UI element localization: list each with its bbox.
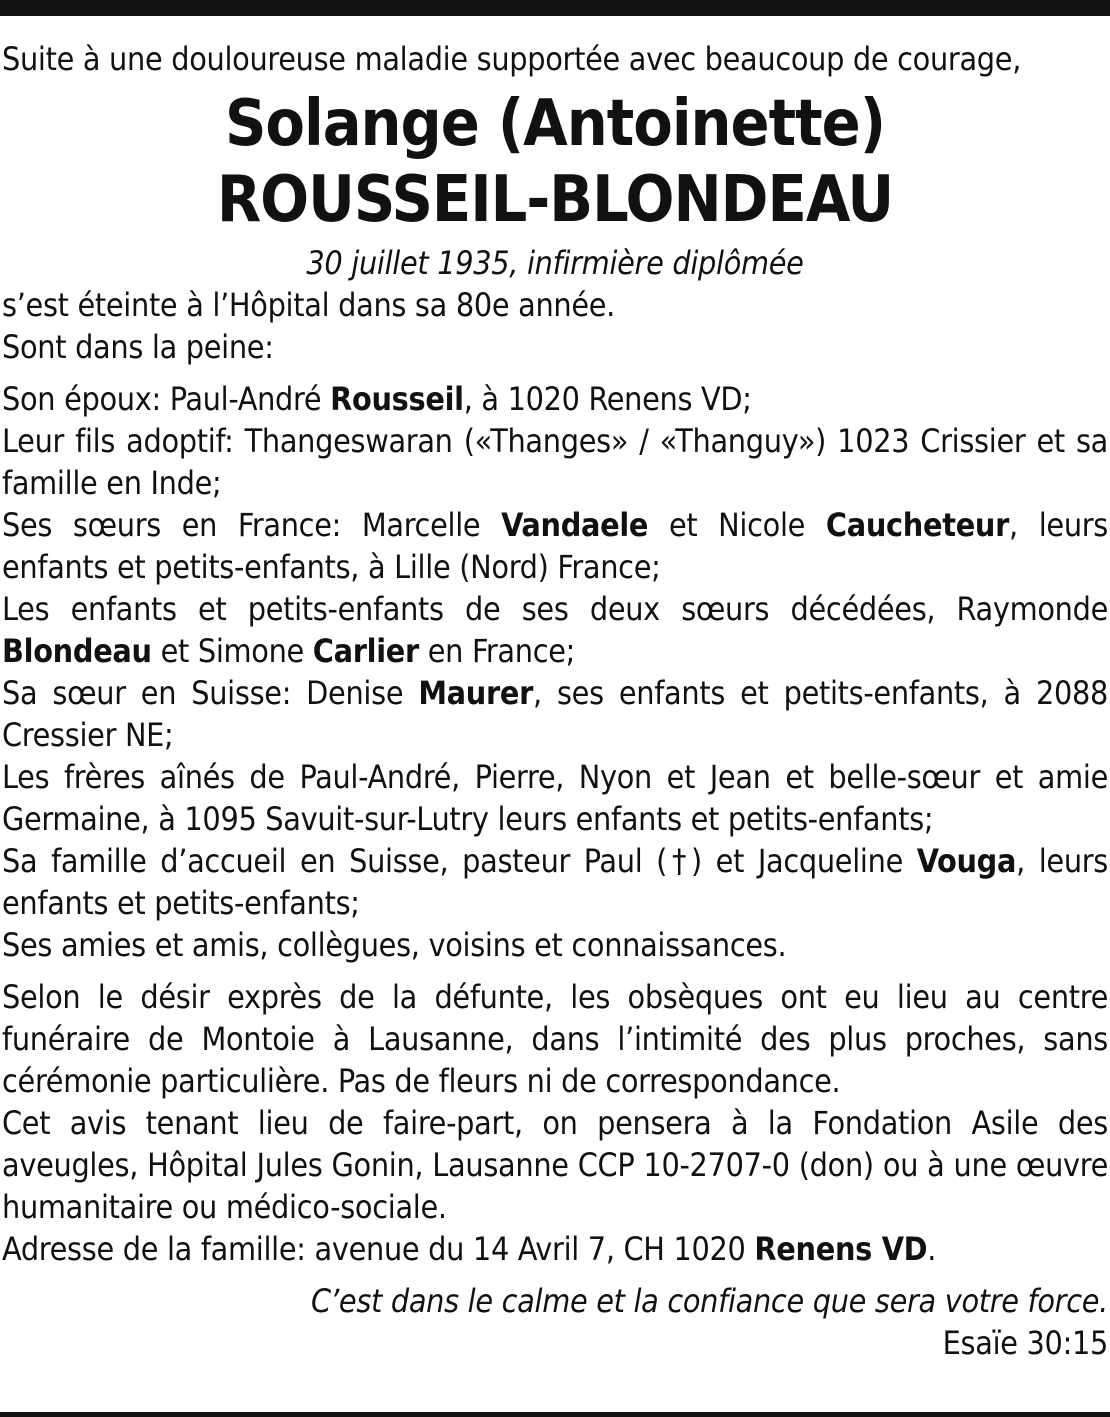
mourner-brothers: Les frères aînés de Paul-André, Pierre, Nyon et Jean et belle-sœur et amie Germaine, à 1095 Savuit-sur-Lutry leurs enfants et petits-enfants; [2,758,1108,838]
mourner-deceased-sisters [2,588,1108,672]
text: , à 1020 Renens VD; [463,380,752,418]
surname: Vandaele [501,506,649,544]
bottom-rule [0,1412,1110,1417]
text: , ses enfants et petits-enfants, à 2088 Cressier NE; [2,674,1108,754]
mourner-sister-swiss [2,672,1108,756]
city: Renens VD [754,1230,928,1268]
mourner-spouse [2,378,1108,420]
top-rule [0,0,1110,16]
surname: Carlier [312,632,419,670]
funeral-section [2,976,1108,1270]
bible-quote: C’est dans le calme et la confiance que sera votre force. [310,1282,1108,1320]
mourner-host-family [2,840,1108,924]
text: Les enfants et petits-enfants de ses deux sœurs décédées, Raymonde [2,590,1108,628]
birth-line: 30 juillet 1935, infirmière diplômée [306,244,804,282]
text: Sa famille d’accueil en Suisse, pasteur Paul (†) et Jacqueline [2,842,917,880]
text: . [927,1230,937,1268]
text: Sa sœur en Suisse: Denise [2,674,419,712]
surname: Maurer [418,674,534,712]
surname: Vouga [916,842,1017,880]
text: , leurs enfants et petits-enfants, à Lille (Nord) France; [2,506,1108,586]
donation-text: Cet avis tenant lieu de faire-part, on pensera à la Fondation Asile des aveugles, Hôpital Jules Gonin, Lausanne CCP 10-2707-0 (don) ou à une œuvre humanitaire ou médico-sociale. [2,1104,1108,1226]
text: Son époux: Paul-André [2,380,331,418]
mourner-friends: Ses amies et amis, collègues, voisins et connaissances. [2,926,787,964]
surname: Rousseil [330,380,464,418]
name-line-1: Solange (Antoinette) [224,87,886,161]
name-line-2: ROUSSEIL-BLONDEAU [216,163,894,237]
mourners-intro: Sont dans la peine: [2,328,274,366]
intro-line: Suite à une douloureuse maladie supportée avec beaucoup de courage, [2,40,1022,78]
family-address [2,1228,1108,1270]
text: Ses sœurs en France: Marcelle [2,506,502,544]
death-line: s’est éteinte à l’Hôpital dans sa 80e année. [2,286,616,324]
obituary-notice [2,38,1108,1364]
text: et Nicole [648,506,826,544]
deceased-name [2,86,1108,238]
mourner-son: Leur fils adoptif: Thangeswaran («Thanges» / «Thanguy») 1023 Crissier et sa famille en Inde; [2,422,1108,502]
text: et Simone [151,632,313,670]
text: Adresse de la famille: avenue du 14 Avril 7, CH 1020 [2,1230,755,1268]
mourner-sisters-france [2,504,1108,588]
funeral-text: Selon le désir exprès de la défunte, les obsèques ont eu lieu au centre funéraire de Montoie à Lausanne, dans l’intimité des plus proches, sans cérémonie particulière. Pas de fleurs ni de correspondance. [2,978,1108,1100]
surname: Blondeau [2,632,152,670]
quote-source: Esaïe 30:15 [942,1324,1108,1362]
surname: Caucheteur [825,506,1010,544]
mourners-list [2,378,1108,966]
text: en France; [418,632,576,670]
text: , leurs enfants et petits-enfants; [2,842,1108,922]
